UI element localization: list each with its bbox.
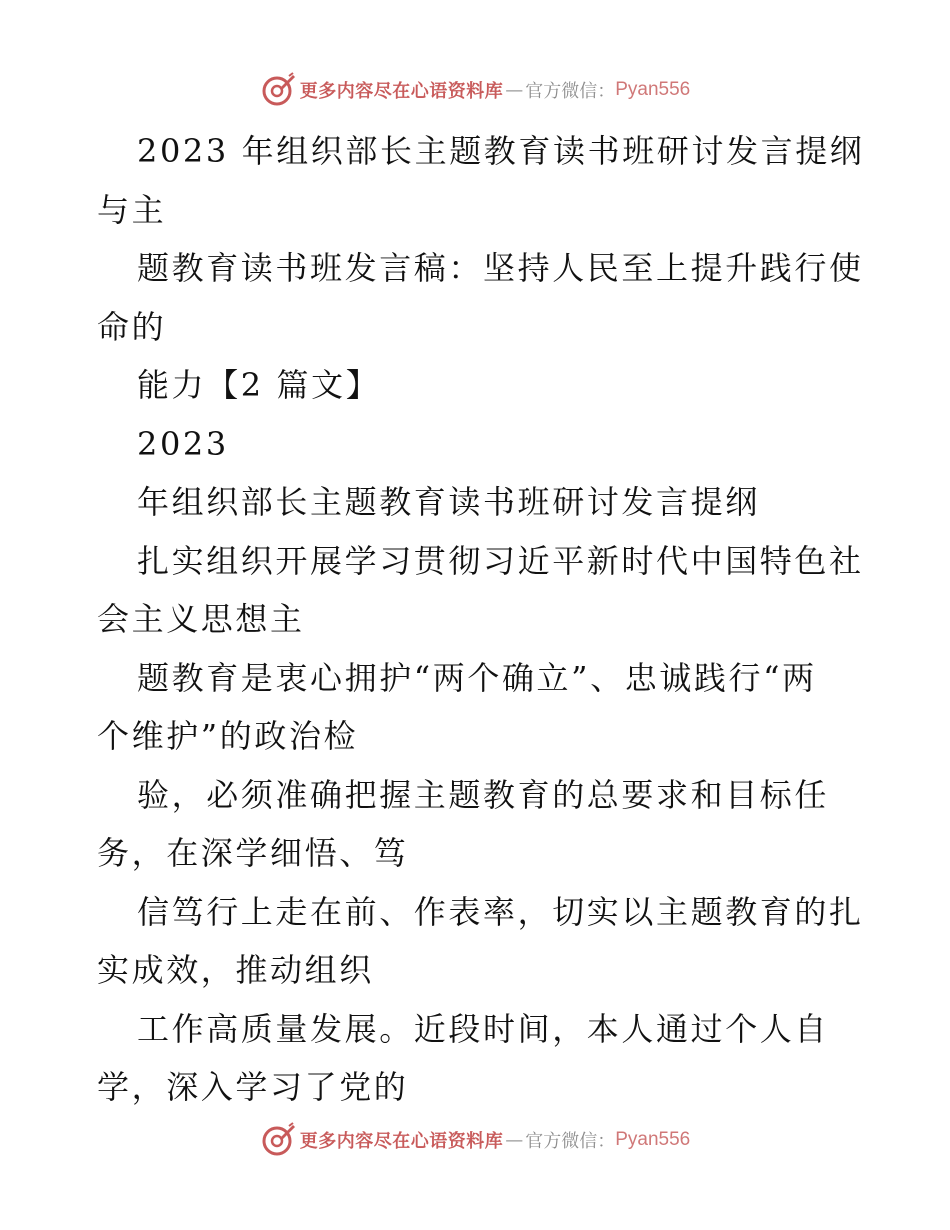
header-watermark (0, 70, 950, 110)
watermark-brand-text: 更多内容尽在心语资料库 (299, 81, 504, 102)
watermark-contact-id: Pyan556 (615, 79, 691, 100)
text-line: 实成效，推动组织 (97, 951, 374, 989)
text-line: 能力【2 篇文】 (137, 366, 381, 404)
watermark-separator: — (505, 1129, 524, 1151)
watermark-separator: — (505, 79, 524, 101)
text-line: 学，深入学习了党的 (97, 1068, 409, 1106)
watermark-brand-text: 更多内容尽在心语资料库 (299, 1131, 504, 1152)
text-line: 与主 (97, 190, 167, 229)
text-line: 信笃行上走在前、作表率，切实以主题教育的扎 (137, 892, 864, 931)
watermark-contact-label: 官方微信： (525, 1131, 616, 1152)
text-line: 2023 年组织部长主题教育读书班研讨发言提纲 (137, 132, 865, 170)
footer-watermark (0, 1120, 950, 1160)
text-line: 题教育读书班发言稿：坚持人民至上提升践行使 (137, 249, 864, 287)
pen-logo-icon (260, 1122, 296, 1158)
text-line: 扎实组织开展学习贯彻习近平新时代中国特色社 (137, 541, 864, 580)
text-line: 工作高质量发展。近段时间，本人通过个人自 (137, 1009, 830, 1048)
document-body (97, 122, 865, 1117)
text-line: 命的 (97, 307, 167, 346)
text-line: 题教育是衷心拥护“两个确立”、忠诚践行“两 (137, 658, 817, 697)
text-line: 2023 (137, 424, 229, 463)
text-line: 年组织部长主题教育读书班研讨发言提纲 (137, 483, 760, 521)
text-line: 会主义思想主 (97, 600, 305, 638)
text-line: 个维护”的政治检 (97, 717, 359, 755)
text-line: 验，必须准确把握主题教育的总要求和目标任 (137, 775, 830, 814)
watermark-contact-label: 官方微信： (525, 81, 616, 102)
pen-logo-icon (260, 72, 296, 108)
watermark-contact-id: Pyan556 (615, 1129, 691, 1150)
text-line: 务，在深学细悟、笃 (97, 834, 409, 872)
